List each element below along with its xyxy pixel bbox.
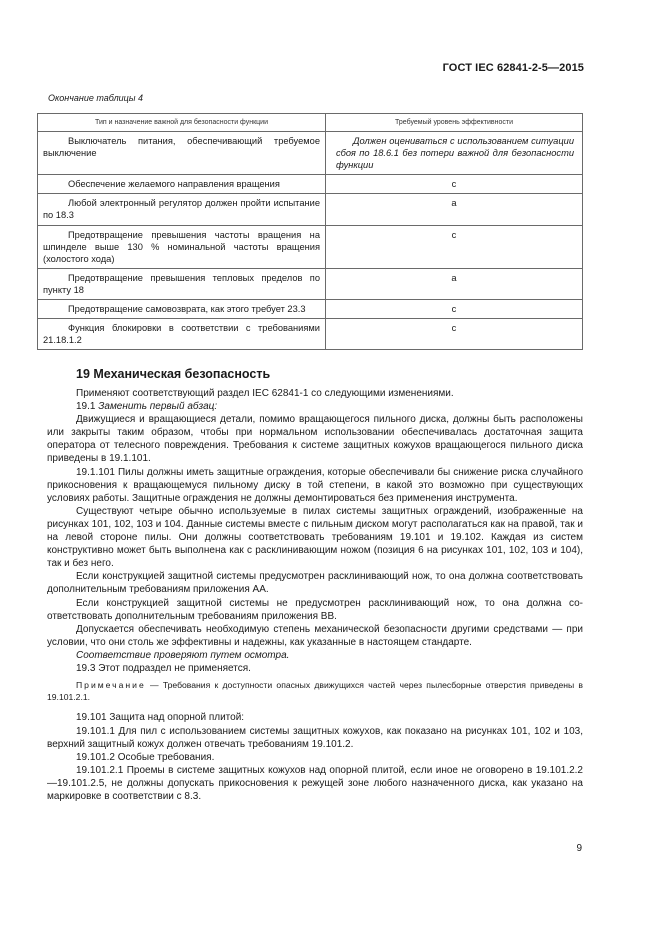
level-cell: Должен оцениваться с использованием ситуации сбоя по 18.6.1 без потери важной для безопасности функции	[326, 132, 583, 175]
table-row	[38, 268, 583, 299]
level-cell: c	[326, 299, 583, 318]
paragraph: Допускается обеспечивать необходимую степень механической безопасности другими средствами — при условии, что они столь же эффективны и надежны, как указанные в настоящем стандарте.	[47, 623, 583, 648]
paragraph: Если конструкцией защитной системы не предусмотрен расклинивающий нож, то она должна соответствовать дополнительным требованиям приложения ВВ.	[47, 597, 583, 622]
level-cell: c	[326, 319, 583, 350]
level-cell: c	[326, 225, 583, 268]
clause-instruction: Заменить первый абзац:	[98, 401, 218, 413]
table-row	[38, 194, 583, 225]
paragraph: Существуют четыре обычно используемые в пилах системы защитных ограждений, изображенные на рисунках 101, 102, 103 и 104. Данные системы вместе с пильным диском могут располагаться как на правой, так и на левой стороне пилы. Они должны соответствовать требованиям 19.101 и 19.102. Каждая из систем конструктивно может быть выполнена как с расклинивающим ножом (позиция 6 на рисунках 101, 102, 103 и 104), так и без него.	[47, 505, 583, 570]
paragraph: 19.1.101 Пилы должны иметь защитные ограждения, которые обеспечивали бы снижение риска случайного прикосновения к вращающемуся пильному диску в той степени, в какой это возможно при существующих условиях работы. Защитные ограждения не должны демонтироваться без применения инструмента.	[47, 466, 583, 504]
function-cell: Предотвращение превышения частоты вращения на шпинделе выше 130 % номинальной частоты вращения (холостого хода)	[38, 225, 326, 268]
table-caption: Окончание таблицы 4	[48, 93, 143, 103]
table-row	[38, 319, 583, 350]
function-cell: Выключатель питания, обеспечивающий требуемое выключение	[38, 132, 326, 175]
function-cell: Любой электронный регулятор должен пройти испытание по 18.3	[38, 194, 326, 225]
requirements-table	[37, 113, 583, 350]
paragraph: 19.3 Этот подраздел не применяется.	[76, 662, 251, 674]
column-header-function: Тип и назначение важной для безопасности функции	[38, 114, 326, 132]
paragraph: Если конструкцией защитной системы предусмотрен расклинивающий нож, то она должна соответствовать дополнительным требованиям приложения АА.	[47, 571, 583, 596]
paragraph: 19.101.2 Особые требования.	[76, 751, 215, 763]
section-title: 19 Механическая безопасность	[76, 367, 271, 381]
clause-number: 19.1	[76, 401, 96, 413]
function-cell: Предотвращение превышения тепловых пределов по пункту 18	[38, 268, 326, 299]
standard-header: ГОСТ IEC 62841-2-5—2015	[442, 62, 584, 74]
paragraph: Движущиеся и вращающиеся детали, помимо вращающегося пильного диска, должны быть расположены или закрыты таким образом, чтобы при нормальном использовании обеспечивалась достаточная защита оператора от телесного повреждения. Требования к системе защитных кожухов вращающегося пильного диска приведены в 19.1.101.	[47, 414, 583, 465]
note-label: Примечание	[76, 680, 146, 691]
level-cell: a	[326, 194, 583, 225]
note-text: — Требования к доступности опасных движущихся частей через пылесборные отверстия приведены в 19.101.2.1.	[47, 680, 583, 703]
function-cell: Обеспечение желаемого направления вращения	[38, 175, 326, 194]
paragraph	[47, 400, 583, 413]
level-cell: a	[326, 268, 583, 299]
level-cell: c	[326, 175, 583, 194]
paragraph: 19.101 Защита над опорной плитой:	[76, 712, 245, 724]
table-header-row	[38, 114, 583, 132]
column-header-level: Требуемый уровень эффективности	[326, 114, 583, 132]
function-cell: Предотвращение самовозврата, как этого требует 23.3	[38, 299, 326, 318]
page-number: 9	[576, 843, 582, 854]
paragraph: 19.101.1 Для пил с использованием системы защитных кожухов, как показано на рисунках 101, 102 и 103, верхний защитный кожух должен отвечать требованиям 19.101.2.	[47, 725, 583, 750]
note	[47, 679, 583, 703]
table-row	[38, 225, 583, 268]
table-row	[38, 132, 583, 175]
paragraph: 19.101.2.1 Проемы в системе защитных кожухов над опорной плитой, если иное не оговорено в 19.101.2.2—19.101.2.5, не должны допускать прикосновения к режущей зоне любого назначенного диска, как указано на маркировке в соответствии с 8.3.	[47, 764, 583, 803]
table-row	[38, 299, 583, 318]
body-text	[47, 387, 583, 803]
compliance-statement: Соответствие проверяют путем осмотра.	[76, 649, 290, 661]
paragraph: Применяют соответствующий раздел IEC 62841-1 со следующими изменениями.	[76, 388, 454, 399]
table-row	[38, 175, 583, 194]
function-cell: Функция блокировки в соответствии с требованиями 21.18.1.2	[38, 319, 326, 350]
